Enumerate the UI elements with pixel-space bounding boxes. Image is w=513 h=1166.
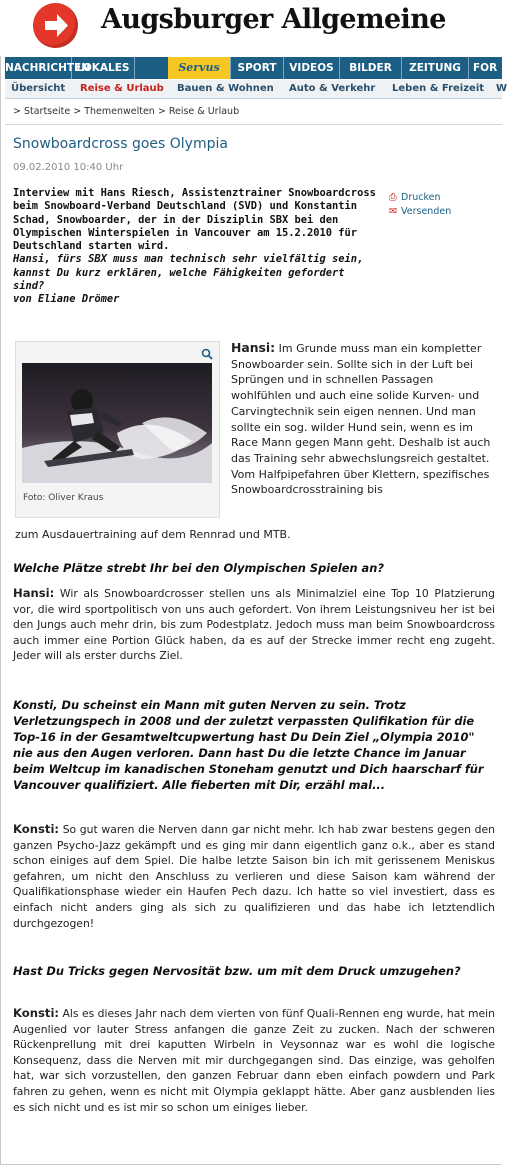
nav-videos[interactable]: VIDEOS — [284, 57, 340, 79]
article-date: 09.02.2010 10:40 Uhr — [13, 162, 124, 173]
speaker-label: Hansi: — [231, 340, 276, 355]
nav-sport[interactable]: SPORT — [231, 57, 284, 79]
intro-text: Interview mit Hans Riesch, Assistenztrainer Snowboardcross beim Snowboard-Verband Deutschland (SVD) und Konstantin Schad, Snowboarder, der in der Disziplin SBX bei den Olympischen Winterspielen in Vancouver am 15.2.2010 für Deutschland starten wird. — [13, 187, 376, 253]
subnav-more[interactable]: W — [496, 83, 508, 94]
nav-zeitung[interactable]: ZEITUNG — [402, 57, 469, 79]
speaker-label: Konsti: — [13, 1006, 60, 1020]
nav-lokales[interactable]: LOKALES — [72, 57, 135, 79]
answer-text: Wir als Snowboardcrosser stellen uns als Minimalziel eine Top 10 Platzierung vor, die wird sportpolitisch von uns auch gefordert. Von ihrem Leistungsniveu her ist bei den Jungs auch mehr drin, bis zum Podestplatz. Jedoch muss man beim Snowboardcross auch immer eine Portion Glück haben, da es auf der Strecke immer recht eng zugeht. Jeder will als erster durchs Ziel. — [13, 587, 495, 663]
question-2: Welche Plätze strebt Ihr bei den Olympischen Spielen an? — [13, 561, 384, 575]
answer-3 — [13, 822, 495, 931]
article-tools — [389, 191, 451, 219]
answer-1-continued: zum Ausdauertraining auf dem Rennrad und MTB. — [15, 528, 291, 541]
subnav-uebersicht[interactable]: Übersicht — [11, 83, 66, 94]
intro-question: Hansi, fürs SBX muss man technisch sehr vielfältig sein, kannst Du kurz erklären, welche Fähigkeiten gefordert sind? — [13, 253, 364, 293]
printer-icon: ⎙ — [389, 192, 397, 203]
article-image-box — [15, 341, 220, 518]
question-4: Hast Du Tricks gegen Nervosität bzw. um mit dem Druck umzugehen? — [13, 964, 461, 978]
nav-nachrichten[interactable]: NACHRICHTEN — [5, 57, 72, 79]
answer-4 — [13, 1006, 495, 1115]
nav-servus[interactable]: Servus — [168, 57, 231, 79]
divider — [5, 124, 502, 125]
answer-text: Als es dieses Jahr nach dem vierten von fünf Quali-Rennen eng wurde, hat mein Augenlied vor lauter Stress anfangen die ganze Zeit zu zucken. Nach der schweren Rückenprellung mit drei kaputten Wirbeln in Veysonnaz war es wohl die logische Konsequenz, dass die Nerven mit mir durchgegangen sind. Das einzige, was geholfen hat, war sich vorzustellen, den ganzen Februar dann eben einfach powdern und Park fahren zu gehen, wenn es nicht mit Olympia geklappt hätte. Aber ganz ausblenden lies es sich nicht und es ist mir so schon um einiges lieber. — [13, 1007, 496, 1114]
subnav-reise-urlaub[interactable]: Reise & Urlaub — [80, 83, 164, 94]
article-intro — [13, 187, 378, 307]
nav-bilder[interactable]: BILDER — [340, 57, 402, 79]
site-header — [0, 0, 502, 56]
snowboarder-photo[interactable] — [22, 363, 212, 483]
nav-more[interactable]: FOR — [473, 62, 498, 74]
logo[interactable] — [33, 3, 78, 48]
arrow-right-icon — [33, 3, 78, 48]
main-nav — [5, 57, 502, 79]
zoom-icon[interactable] — [201, 348, 213, 360]
answer-2 — [13, 586, 495, 664]
subnav-auto-verkehr[interactable]: Auto & Verkehr — [289, 83, 376, 94]
article-title: Snowboardcross goes Olympia — [13, 136, 228, 152]
sub-nav — [5, 80, 508, 99]
answer-text: Im Grunde muss man ein kompletter Snowboarder sein. Sollte sich in der Luft bei Sprüngen und in schnellen Passagen wohlfühlen und auch eine solide Kurven- und Carvingtechnik sein eigen nennen. Und man sollte ein sog. wilder Hund sein, wenn es im Race Mann gegen Mann geht. Deshalb ist auch das Training sehr abwechslungsreich gestaltet. Vom Halfpipefahren über Klettern, spezifisches Snowboardcrosstraining bis — [231, 342, 491, 497]
speaker-label: Hansi: — [13, 586, 55, 600]
speaker-label: Konsti: — [13, 822, 60, 836]
breadcrumb[interactable]: > Startseite > Themenwelten > Reise & Urlaub — [13, 106, 240, 117]
answer-1 — [231, 340, 495, 498]
subnav-leben-freizeit[interactable]: Leben & Freizeit — [392, 83, 485, 94]
byline: von Eliane Drömer — [13, 293, 120, 306]
question-3: Konsti, Du scheinst ein Mann mit guten Nerven zu sein. Trotz Verletzungspech in 2008 und der zuletzt verpassten Qulifikation für die Top-16 in der Gesamtweltcupwertung hast Du Dein Ziel „Olympia 2010" nie aus den Augen verloren. Dann hast Du die letzte Chance im Januar beim Weltcup im kanadischen Stoneham genutzt und Dich haarscharf für Vancouver qualifiziert. Alle fieberten mit Dir, erzähl mal... — [13, 698, 484, 792]
answer-text: So gut waren die Nerven dann gar nicht mehr. Ich hab zwar bestens gegen den ganzen Psycho-Jazz gekämpft und es ging mir dann eigentlich ganz o.k., aber es stand schon einiges auf dem Spiel. Die halbe letzte Saison bin ich mit gerissenem Meniskus gefahren, um nicht den Anschluss zu verlieren und diese Saison kam während der Qualifikationsphase wieder ein Haufen Pech dazu. Ich hatte so viel investiert, dass es einfach nicht anders ging als sich zu qualifizieren und das habe ich letztendlich durchgezogen! — [13, 823, 495, 930]
send-link[interactable]: ✉ Versenden — [389, 206, 452, 217]
print-link[interactable]: ⎙ Drucken — [389, 192, 441, 203]
envelope-icon: ✉ — [389, 206, 397, 217]
image-caption: Foto: Oliver Kraus — [23, 493, 104, 503]
subnav-bauen-wohnen[interactable]: Bauen & Wohnen — [177, 83, 274, 94]
brand-name[interactable]: Augsburger Allgemeine — [101, 4, 446, 35]
